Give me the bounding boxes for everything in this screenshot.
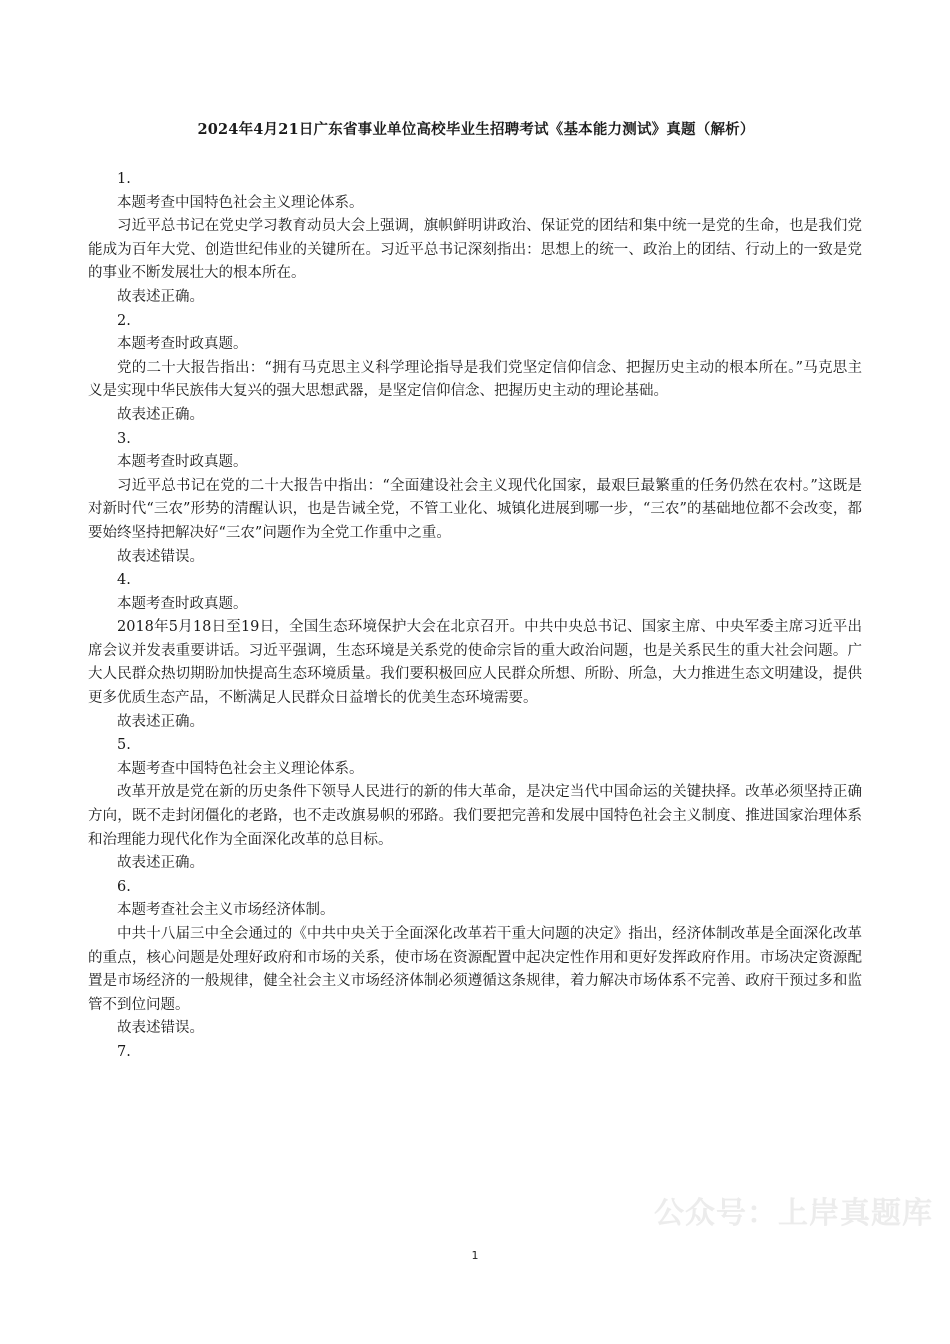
paragraph: 本题考查时政真题。 [117,595,248,612]
paragraph: 故表述正确。 [117,406,204,423]
paragraph: 故表述错误。 [117,548,204,565]
paragraph: 故表述正确。 [117,288,204,305]
paragraph: 本题考查中国特色社会主义理论体系。 [117,194,364,211]
paragraph: 2. [117,312,131,329]
page-number: 1 [471,1249,479,1262]
paragraph: 6. [117,878,131,895]
paragraph: 4. [117,572,131,589]
paragraph: 5. [117,737,131,754]
paragraph: 本题考查时政真题。 [117,454,248,471]
paragraph: 1. [117,171,131,187]
paragraph: 改革开放是党在新的历史条件下领导人民进行的新的伟大革命，是决定当代中国命运的关键抉择。改革必须坚持正确方向，既不走封闭僵化的老路，也不走改旗易帜的邪路。我们要把完善和发展中国特色社会主义制度、推进国家治理体系和治理能力现代化作为全面深化改革的总目标。 [88,784,862,848]
watermark: 公众号：上岸真题库 [654,1196,933,1231]
paragraph: 3. [117,430,131,447]
paragraph: 中共十八届三中全会通过的《中共中央关于全面深化改革若干重大问题的决定》指出，经济体制改革是全面深化改革的重点，核心问题是处理好政府和市场的关系，使市场在资源配置中起决定性作用和更好发挥政府作用。市场决定资源配置是市场经济的一般规律，健全社会主义市场经济体制必须遵循这条规律，着力解决市场体系不完善、政府干预过多和监管不到位问题。 [88,926,862,1013]
document-body [88,168,862,1065]
document-title: 2024年4月21日广东省事业单位高校毕业生招聘考试《基本能力测试》真题（解析） [197,121,755,138]
paragraph: 故表述错误。 [117,1020,204,1037]
paragraph: 本题考查社会主义市场经济体制。 [117,902,335,919]
paragraph: 故表述正确。 [117,855,204,872]
paragraph: 习近平总书记在党史学习教育动员大会上强调，旗帜鲜明讲政治、保证党的团结和集中统一是党的生命，也是我们党能成为百年大党、创造世纪伟业的关键所在。习近平总书记深刻指出：思想上的统一、政治上的团结、行动上的一致是党的事业不断发展壮大的根本所在。 [88,218,862,282]
paragraph: 习近平总书记在党的二十大报告中指出：“全面建设社会主义现代化国家，最艰巨最繁重的任务仍然在农村。”这既是对新时代“三农”形势的清醒认识，也是告诫全党，不管工业化、城镇化进展到哪一步，“三农”的基础地位都不会改变，都要始终坚持把解决好“三农”问题作为全党工作重中之重。 [88,477,862,541]
paragraph: 本题考查时政真题。 [117,336,248,353]
paragraph: 本题考查中国特色社会主义理论体系。 [117,760,364,777]
paragraph: 2018年5月18日至19日，全国生态环境保护大会在北京召开。中共中央总书记、国家主席、中央军委主席习近平出席会议并发表重要讲话。习近平强调，生态环境是关系党的使命宗旨的重大政治问题，也是关系民生的重大社会问题。广大人民群众热切期盼加快提高生态环境质量。我们要积极回应人民群众所想、所盼、所急，大力推进生态文明建设，提供更多优质生态产品，不断满足人民群众日益增长的优美生态环境需要。 [88,619,862,707]
paragraph: 7. [117,1043,131,1060]
paragraph: 党的二十大报告指出：“拥有马克思主义科学理论指导是我们党坚定信仰信念、把握历史主动的根本所在。”马克思主义是实现中华民族伟大复兴的强大思想武器，是坚定信仰信念、把握历史主动的理论基础。 [88,359,862,400]
paragraph: 故表述正确。 [117,713,204,730]
